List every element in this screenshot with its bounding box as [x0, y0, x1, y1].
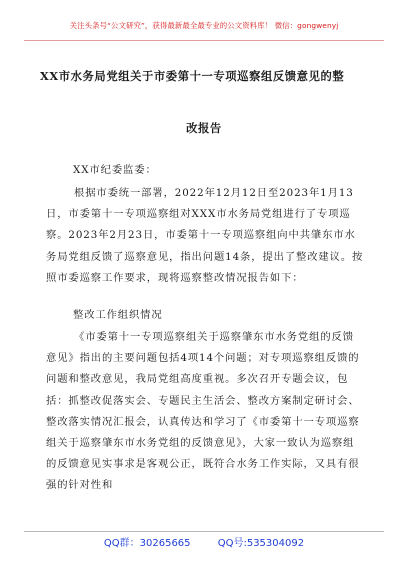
salutation: XX市纪委监委： [73, 164, 157, 176]
footer-contact [0, 534, 408, 549]
section-heading: 整改工作组织情况 [73, 309, 163, 321]
footer-divider [24, 531, 384, 532]
document-title-line-2: 改报告 [186, 121, 222, 135]
body-paragraph-1: 根据市委统一部署，2022年12月12日至2023年1月13日，市委第十一专项巡察组对XXX市水务局党组进行了专项巡察。2023年2月23日，市委第十一专项巡察组向中共肇东市水务局党组反馈了巡察意见，指出问题14条，提出了整改建议。按照市委巡察工作要求，现将巡察整改情况报告如下： [46, 187, 364, 284]
body-paragraph-2: 《市委第十一专项巡察组关于巡察肇东市水务党组的反馈意见》指出的主要问题包括4项14个问题；对专项巡察组反馈的问题和整改意见，我局党组高度重视。多次召开专题会议，包括：抓整改促落实会、专题民主生活会、整改方案制定研讨会、整改落实情况汇报会，认真传达和学习了《市委第十一专项巡察组关于巡察肇东市水务党组的反馈意见》，大家一致认为巡察组的反馈意见实事求是客观公正，既符合水务工作实际，又具有很强的针对性和 [46, 331, 360, 492]
header-divider [24, 40, 384, 41]
footer-qq-number: QQ号:535304092 [217, 538, 305, 549]
footer-qq-group: QQ群：30265665 [103, 538, 191, 549]
promo-banner: 关注头条号“公文研究”，获得最新最全最专业的公文资料库！ 微信：gongwenyj [69, 21, 339, 30]
document-title-line-1: XX市水务局党组关于市委第十一专项巡察组反馈意见的整 [40, 69, 345, 83]
